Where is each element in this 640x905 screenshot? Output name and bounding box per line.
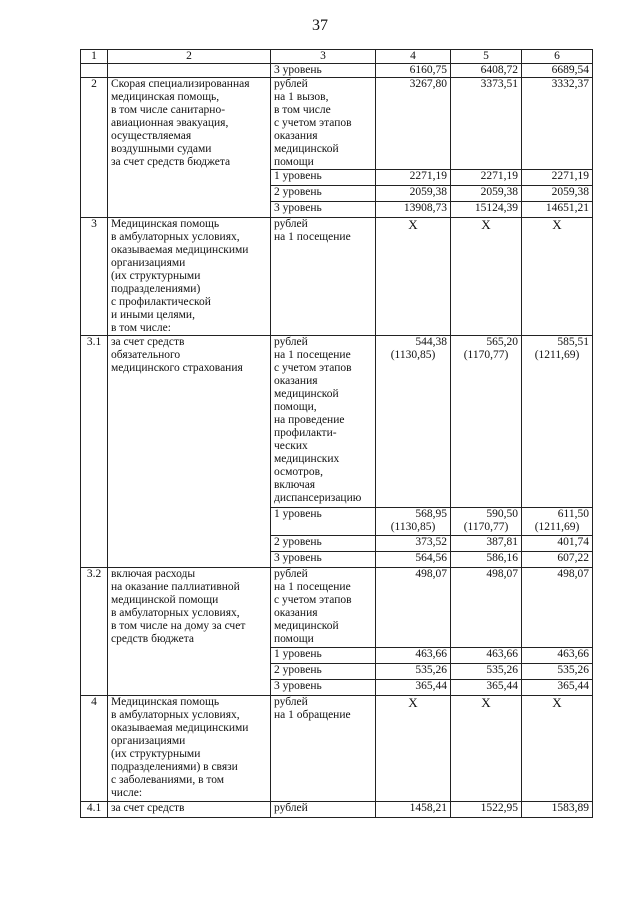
col-header: 2 xyxy=(108,50,271,64)
value-col4 xyxy=(376,336,451,508)
row-number: 4 xyxy=(81,696,108,802)
value-paren: (1211,69) xyxy=(534,521,580,533)
value-col5: 586,16 xyxy=(451,552,522,568)
value-col5 xyxy=(451,508,522,536)
value-col4: 564,56 xyxy=(376,552,451,568)
col-header: 3 xyxy=(271,50,376,64)
col-header: 6 xyxy=(522,50,593,64)
value-col5: 387,81 xyxy=(451,536,522,552)
table-row xyxy=(81,336,593,508)
value-col5: 6408,72 xyxy=(451,64,522,78)
value-col5: 365,44 xyxy=(451,680,522,696)
row-number: 3 xyxy=(81,218,108,336)
row-description: за счет средств обязательного медицинского страхования xyxy=(108,336,271,568)
value-col5: 498,07 xyxy=(451,568,522,648)
value-paren: (1170,77) xyxy=(463,521,509,533)
value-col4: 3267,80 xyxy=(376,78,451,170)
value-col4: 13908,73 xyxy=(376,202,451,218)
unit-cell: рублей на 1 вызов, в том числе с учетом этапов оказания медицинской помощи xyxy=(271,78,376,170)
unit-cell: рублей на 1 посещение с учетом этапов оказания медицинской помощи xyxy=(271,568,376,648)
value-paren: (1130,85) xyxy=(390,521,436,533)
value-main: 565,20 xyxy=(486,336,518,348)
col-header: 1 xyxy=(81,50,108,64)
row-description: включая расходы на оказание паллиативной медицинской помощи в амбулаторных условиях, в том числе на дому за счет средств бюджета xyxy=(108,568,271,696)
row-description: за счет средств xyxy=(108,802,271,818)
value-col5: X xyxy=(451,218,522,336)
unit-cell: 3 уровень xyxy=(271,552,376,568)
unit-cell: 3 уровень xyxy=(271,64,376,78)
value-col4: X xyxy=(376,696,451,802)
value-col6: 401,74 xyxy=(522,536,593,552)
value-col6: 2271,19 xyxy=(522,170,593,186)
unit-cell: 3 уровень xyxy=(271,202,376,218)
value-col5: 1522,95 xyxy=(451,802,522,818)
value-col4: 6160,75 xyxy=(376,64,451,78)
value-col6: 607,22 xyxy=(522,552,593,568)
value-main: 568,95 xyxy=(415,508,447,520)
table-row xyxy=(81,64,593,78)
value-col4: 365,44 xyxy=(376,680,451,696)
value-col4: 2059,38 xyxy=(376,186,451,202)
unit-cell: 1 уровень xyxy=(271,170,376,186)
value-col6: 498,07 xyxy=(522,568,593,648)
unit-cell: рублей xyxy=(271,802,376,818)
value-col5: 3373,51 xyxy=(451,78,522,170)
unit-cell: рублей на 1 посещение xyxy=(271,218,376,336)
value-col6 xyxy=(522,508,593,536)
value-col5 xyxy=(451,336,522,508)
row-description: Медицинская помощь в амбулаторных условиях, оказываемая медицинскими организациями (их структурными подразделениями) в связи с заболеваниями, в том числе: xyxy=(108,696,271,802)
value-main: 590,50 xyxy=(486,508,518,520)
table-row xyxy=(81,802,593,818)
value-col6: 6689,54 xyxy=(522,64,593,78)
value-col5: 15124,39 xyxy=(451,202,522,218)
value-col6: 14651,21 xyxy=(522,202,593,218)
value-col4: 535,26 xyxy=(376,664,451,680)
unit-cell: 1 уровень xyxy=(271,508,376,536)
value-col6: 365,44 xyxy=(522,680,593,696)
value-col4: 2271,19 xyxy=(376,170,451,186)
value-col4: X xyxy=(376,218,451,336)
value-col5: 535,26 xyxy=(451,664,522,680)
value-col4: 1458,21 xyxy=(376,802,451,818)
value-col6 xyxy=(522,336,593,508)
value-col6: 535,26 xyxy=(522,664,593,680)
unit-cell: 1 уровень xyxy=(271,648,376,664)
value-col6: 3332,37 xyxy=(522,78,593,170)
row-number xyxy=(81,64,108,78)
row-number: 3.1 xyxy=(81,336,108,568)
value-col4: 498,07 xyxy=(376,568,451,648)
table-row xyxy=(81,218,593,336)
table-row xyxy=(81,696,593,802)
unit-cell: 2 уровень xyxy=(271,186,376,202)
value-col4: 373,52 xyxy=(376,536,451,552)
value-col6: X xyxy=(522,696,593,802)
tariff-table xyxy=(80,49,593,818)
value-main: 611,50 xyxy=(557,508,589,520)
row-number: 4.1 xyxy=(81,802,108,818)
value-col5: 2271,19 xyxy=(451,170,522,186)
value-main: 585,51 xyxy=(557,336,589,348)
value-col5: X xyxy=(451,696,522,802)
row-description: Медицинская помощь в амбулаторных условиях, оказываемая медицинскими организациями (их структурными подразделениями) с профилактической и иными целями, в том числе: xyxy=(108,218,271,336)
value-col6: 463,66 xyxy=(522,648,593,664)
value-paren: (1211,69) xyxy=(534,349,580,361)
value-col6: 2059,38 xyxy=(522,186,593,202)
unit-cell: 2 уровень xyxy=(271,664,376,680)
row-number: 2 xyxy=(81,78,108,218)
value-main: 544,38 xyxy=(415,336,447,348)
col-header: 4 xyxy=(376,50,451,64)
value-paren: (1170,77) xyxy=(463,349,509,361)
value-col6: X xyxy=(522,218,593,336)
value-col5: 2059,38 xyxy=(451,186,522,202)
row-description xyxy=(108,64,271,78)
table-row xyxy=(81,78,593,170)
column-number-row xyxy=(81,50,593,64)
value-col4: 463,66 xyxy=(376,648,451,664)
col-header: 5 xyxy=(451,50,522,64)
table-row xyxy=(81,568,593,648)
value-col6: 1583,89 xyxy=(522,802,593,818)
row-description: Скорая специализированная медицинская помощь, в том числе санитарно- авиационная эвакуация, осуществляемая воздушными судами за счет средств бюджета xyxy=(108,78,271,218)
value-col5: 463,66 xyxy=(451,648,522,664)
unit-cell: 3 уровень xyxy=(271,680,376,696)
page-number: 37 xyxy=(312,17,328,34)
unit-cell: рублей на 1 посещение с учетом этапов оказания медицинской помощи, на проведение профилакти- ческих медицинских осмотров, включая диспансеризацию xyxy=(271,336,376,508)
unit-cell: рублей на 1 обращение xyxy=(271,696,376,802)
unit-cell: 2 уровень xyxy=(271,536,376,552)
row-number: 3.2 xyxy=(81,568,108,696)
value-paren: (1130,85) xyxy=(390,349,436,361)
value-col4 xyxy=(376,508,451,536)
